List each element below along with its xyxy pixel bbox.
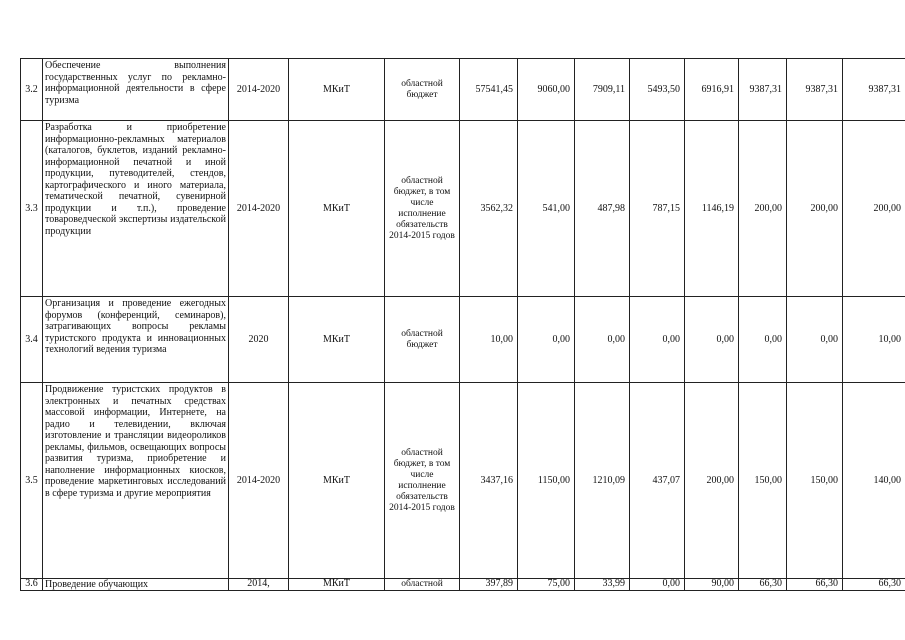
year-2020-cell: 140,00 — [843, 383, 905, 579]
period-cell: 2014, — [229, 579, 289, 591]
row-number: 3.5 — [21, 383, 43, 579]
year-2020-cell: 200,00 — [843, 121, 905, 297]
year-2015-cell: 487,98 — [575, 121, 630, 297]
executor-cell: МКиТ — [289, 121, 385, 297]
year-2016-cell: 0,00 — [630, 297, 685, 383]
year-2019-cell: 66,30 — [787, 579, 843, 591]
year-2015-cell: 33,99 — [575, 579, 630, 591]
row-number: 3.6 — [21, 579, 43, 591]
year-2017-cell: 90,00 — [685, 579, 739, 591]
budget-table — [20, 58, 905, 591]
table-row — [21, 297, 905, 383]
year-2020-cell: 10,00 — [843, 297, 905, 383]
period-cell: 2014-2020 — [229, 121, 289, 297]
year-2019-cell: 0,00 — [787, 297, 843, 383]
year-2014-cell: 9060,00 — [518, 59, 575, 121]
year-2017-cell: 0,00 — [685, 297, 739, 383]
year-2017-cell: 200,00 — [685, 383, 739, 579]
year-2020-cell: 66,30 — [843, 579, 905, 591]
table-row — [21, 59, 905, 121]
total-cell: 3562,32 — [460, 121, 518, 297]
year-2019-cell: 200,00 — [787, 121, 843, 297]
year-2016-cell: 5493,50 — [630, 59, 685, 121]
year-2019-cell: 150,00 — [787, 383, 843, 579]
year-2014-cell: 0,00 — [518, 297, 575, 383]
measure-description: Проведение обучающих — [43, 579, 229, 591]
period-cell: 2014-2020 — [229, 59, 289, 121]
total-cell: 397,89 — [460, 579, 518, 591]
period-cell: 2014-2020 — [229, 383, 289, 579]
table-row — [21, 383, 905, 579]
executor-cell: МКиТ — [289, 579, 385, 591]
funding-source-cell: областной — [385, 579, 460, 591]
year-2018-cell: 9387,31 — [739, 59, 787, 121]
year-2017-cell: 6916,91 — [685, 59, 739, 121]
year-2018-cell: 0,00 — [739, 297, 787, 383]
total-cell: 10,00 — [460, 297, 518, 383]
funding-source-cell: областной бюджет — [385, 59, 460, 121]
year-2014-cell: 75,00 — [518, 579, 575, 591]
year-2018-cell: 66,30 — [739, 579, 787, 591]
row-number: 3.4 — [21, 297, 43, 383]
measure-description: Продвижение туристских продуктов в электронных и печатных средствах массовой информации, Интернете, на радио и телевидении, включая изготовление и трансляции видеороликов рекламы, фильмов, освещающих вопросы развития туризма, приобретение и наполнение информационных киосков, проведение маркетинговых исследований в сфере туризма и другие мероприятия — [43, 383, 229, 579]
year-2015-cell: 1210,09 — [575, 383, 630, 579]
year-2017-cell: 1146,19 — [685, 121, 739, 297]
measure-description: Разработка и приобретение информационно-рекламных материалов (каталогов, буклетов, изданий рекламно-информационной печатной и иной продукции, путеводителей, стендов, картографического и иного материала, тематической печатной, сувенирной продукции и т.п.), проведение товароведческой экспертизы издательской продукции — [43, 121, 229, 297]
total-cell: 3437,16 — [460, 383, 518, 579]
period-cell: 2020 — [229, 297, 289, 383]
row-number: 3.2 — [21, 59, 43, 121]
table-row — [21, 121, 905, 297]
row-number: 3.3 — [21, 121, 43, 297]
measure-description: Организация и проведение ежегодных форумов (конференций, семинаров), затрагивающих вопросы рекламы туристского продукта и инновационных технологий ведения туризма — [43, 297, 229, 383]
year-2018-cell: 150,00 — [739, 383, 787, 579]
funding-source-cell: областной бюджет, в том числе исполнение обязательств 2014-2015 годов — [385, 383, 460, 579]
funding-source-cell: областной бюджет, в том числе исполнение обязательств 2014-2015 годов — [385, 121, 460, 297]
measure-description: Обеспечение выполнения государственных услуг по рекламно-информационной деятельности в сфере туризма — [43, 59, 229, 121]
year-2015-cell: 0,00 — [575, 297, 630, 383]
year-2014-cell: 1150,00 — [518, 383, 575, 579]
year-2016-cell: 0,00 — [630, 579, 685, 591]
year-2014-cell: 541,00 — [518, 121, 575, 297]
table-row — [21, 579, 905, 591]
total-cell: 57541,45 — [460, 59, 518, 121]
executor-cell: МКиТ — [289, 297, 385, 383]
year-2019-cell: 9387,31 — [787, 59, 843, 121]
year-2018-cell: 200,00 — [739, 121, 787, 297]
year-2016-cell: 437,07 — [630, 383, 685, 579]
year-2016-cell: 787,15 — [630, 121, 685, 297]
executor-cell: МКиТ — [289, 59, 385, 121]
funding-source-cell: областной бюджет — [385, 297, 460, 383]
year-2015-cell: 7909,11 — [575, 59, 630, 121]
year-2020-cell: 9387,31 — [843, 59, 905, 121]
executor-cell: МКиТ — [289, 383, 385, 579]
